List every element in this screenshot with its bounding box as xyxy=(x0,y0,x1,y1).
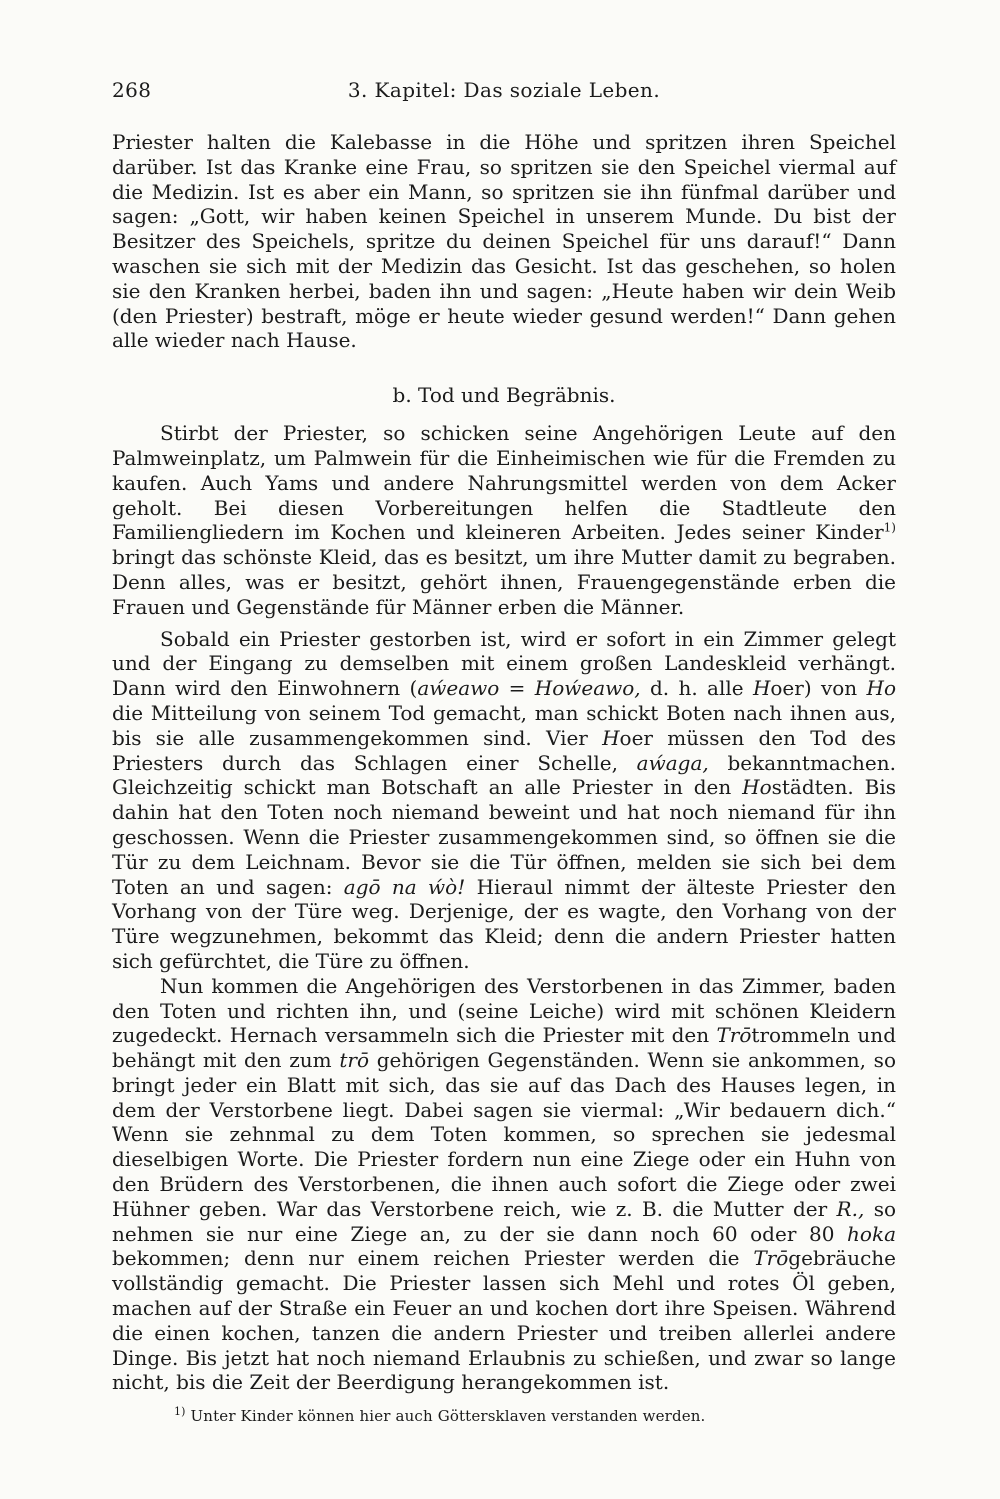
p3-italic-term: agō na ẃò! xyxy=(343,874,466,899)
footnote-reference: 1) xyxy=(883,520,896,535)
p3-italic-term: H xyxy=(602,725,620,750)
page-header xyxy=(112,78,896,108)
p4-text: Nun kommen die Angehörigen des Verstorbenen in das Zimmer, baden den Toten und richten ihn, und (seine Leiche) wird mit schönen Kleidern zugedeckt. Hernach versammeln sich die Priester mit den xyxy=(112,973,896,1048)
p3-italic-term: H xyxy=(752,676,771,701)
p3-text: Hieraul nimmt der älteste Priester den Vorhang von der Türe weg. Derjenige, der es wagte, den Vorhang von der Türe wegzunehmen, bekommt das Kleid; denn die andern Priester hatten sich gefürchtet, die Türe zu öffnen. xyxy=(112,874,896,973)
section-heading: b. Tod und Begräbnis. xyxy=(392,383,616,408)
p3-text: oer) von xyxy=(770,676,867,701)
running-head: 3. Kapitel: Das soziale Leben. xyxy=(347,78,661,102)
p4-text: trommeln und behängt mit den zum xyxy=(112,1023,896,1073)
p4-italic-term: hoka xyxy=(847,1221,896,1246)
paragraph-3 xyxy=(112,627,896,974)
p3-text: die Mitteilung von seinem Tod gemacht, man schickt Boten nach ihnen aus, bis sie alle zusammengekommen sind. Vier xyxy=(112,700,896,750)
paragraph-2-text-2: bringt das schönste Kleid, das es besitzt, um ihre Mutter damit zu begraben. Denn alles, was er besitzt, gehört ihnen, Frauengegenstände erben die Frauen und Gegenstände für Männer erben die Männer. xyxy=(112,545,896,619)
paragraph-1: Priester halten die Kalebasse in die Höhe und spritzen ihren Speichel darüber. Ist das Kranke eine Frau, so spritzen sie den Speichel viermal auf die Medizin. Ist es aber ein Mann, so spritzen sie ihn fünfmal darüber und sagen: „Gott, wir haben keinen Speichel in unserem Munde. Du bist der Besitzer des Speichels, spritze du deinen Speichel für uns darauf!“ Dann waschen sie sich mit der Medizin das Gesicht. Ist das geschehen, so holen sie den Kranken herbei, baden ihn und sagen: „Heute haben wir dein Weib (den Priester) bestraft, möge er heute wieder gesund werden!“ Dann gehen alle wieder nach Hause. xyxy=(112,130,896,353)
p4-text: gehörigen Gegenständen. Wenn sie ankommen, so bringt jeder ein Blatt mit sich, das sie auf das Dach des Hauses legen, in dem der Verstorbene liegt. Dabei sagen sie viermal: „Wir bedauern dich.“ Wenn sie zehnmal zu dem Toten kommen, so sprechen sie jedesmal dieselbigen Worte. Die Priester fordern nun eine Ziege oder ein Huhn von den Brüdern des Verstorbenen, die ihnen auch sofort die Ziege oder zwei Hühner geben. War das Verstorbene reich, wie z. B. die Mutter der xyxy=(112,1048,896,1221)
p3-text: Sobald ein Priester gestorben ist, wird er sofort in ein Zimmer gelegt und der Eingang zu demselben mit einem großen Landeskleid verhängt. Dann wird den Einwohnern ( xyxy=(112,626,896,701)
p3-italic-term: Hoẃeawo, xyxy=(534,676,641,701)
footnote xyxy=(174,1407,705,1425)
book-page xyxy=(112,0,896,1499)
page-number: 268 xyxy=(112,78,152,102)
paragraph-4 xyxy=(112,974,896,1396)
p4-italic-term: R., xyxy=(836,1196,865,1221)
p4-text: bekommen; denn nur einem reichen Priester werden die xyxy=(112,1246,754,1271)
p4-italic-term: trō xyxy=(339,1048,369,1073)
p3-italic-term: aẃeawo xyxy=(417,676,500,701)
p4-italic-term: Trō xyxy=(716,1023,752,1048)
p3-text: = xyxy=(499,676,535,701)
footnote-text: Unter Kinder können hier auch Göttersklaven verstanden werden. xyxy=(185,1407,706,1425)
paragraph-2-text-1: Stirbt der Priester, so schicken seine Angehörigen Leute auf den Palmweinplatz, um Palmwein für die Einheimischen wie für die Fremden zu kaufen. Auch Yams und andere Nahrungsmittel werden von dem Acker geholt. Bei diesen Vorbereitungen helfen die Stadtleute den Familiengliedern im Kochen und kleineren Arbeiten. Jedes seiner Kinder xyxy=(112,421,896,545)
p3-text: bekanntmachen. Gleichzeitig schickt man Botschaft an alle Priester in den xyxy=(112,750,896,800)
p4-text: gebräuche vollständig gemacht. Die Priester lassen sich Mehl und rotes Öl geben, machen auf der Straße ein Feuer an und kochen dort ihre Speisen. Während die einen kochen, tanzen die andern Priester und treiben allerlei andere Dinge. Bis jetzt hat noch niemand Erlaubnis zu schießen, und zwar so lange nicht, bis die Zeit der Beerdigung herangekommen ist. xyxy=(112,1246,896,1395)
p3-text: d. h. alle xyxy=(640,676,753,701)
body-text xyxy=(112,130,896,1395)
footnote-mark: 1) xyxy=(174,1405,186,1418)
p3-italic-term: Ho xyxy=(742,775,772,800)
p4-italic-term: Trō xyxy=(753,1246,789,1271)
paragraph-2 xyxy=(112,421,896,619)
p3-text: städten. Bis dahin hat den Toten noch niemand beweint und hat noch niemand für ihn geschossen. Wenn die Priester zusammengekommen sind, so öffnen sie die Tür zu dem Leichnam. Bevor sie die Tür öffnen, melden sie sich bei dem Toten an und sagen: xyxy=(112,775,896,899)
p3-text: oer müssen den Tod des Priesters durch das Schlagen einer Schelle, xyxy=(112,725,896,775)
p3-italic-term: aẃaga, xyxy=(636,750,709,775)
p4-text: so nehmen sie nur eine Ziege an, zu der sie dann noch 60 oder 80 xyxy=(112,1196,896,1246)
p3-italic-term: Ho xyxy=(866,676,897,701)
